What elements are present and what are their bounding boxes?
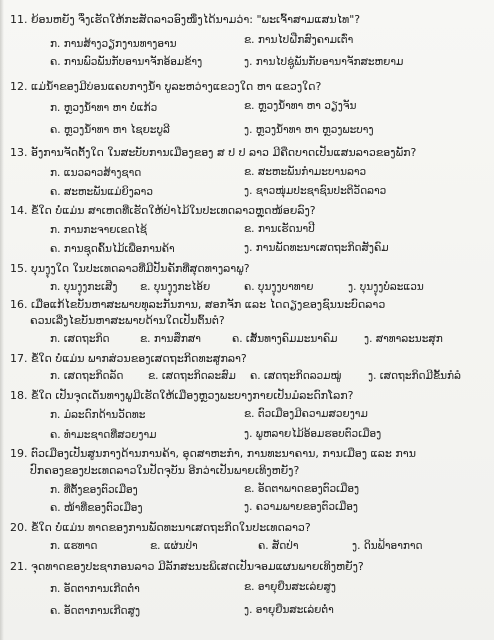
q20-option-d: ງ. ດິນຟ້າອາກາດ xyxy=(352,540,423,552)
q18-option-c: ຄ. ທໍາມະຊາດທີ່ສວຍງາມ xyxy=(50,429,157,441)
q17-option-b: ຂ. ເສດຖະກິດລະສົມ xyxy=(148,370,236,382)
question-19-cont: ປົກຄອງຂອງປະເທດລາວໃນປັດຈຸບັນ ອີກວ່າເປັນພາຍເທິງຫຍັງ? xyxy=(30,464,300,477)
q20-option-c: ຄ. ສັດປ່າ xyxy=(258,540,299,552)
q12-option-c: ຄ. ຫຼວງນໍ້າທາ ຫາ ໄຊຍະບູລີ xyxy=(50,124,170,136)
q19-option-a: ກ. ທີ່ຕັ້ງຂອງຕົວເມືອງ xyxy=(50,484,138,496)
q15-option-b: ຂ. ບຸນງຸງກະໄອ້ຍ xyxy=(140,281,211,293)
q11-option-d: ງ. ການໄປຊູ່ພັນກັບອານາຈັກສະຫຍາມ xyxy=(244,56,404,68)
q11-option-a: ກ. ການສ້າງວຽກງານທາງອານ xyxy=(50,38,177,50)
q11-option-b: ຂ. ການໄປຝືກສົງຄາມເຕົ່າ xyxy=(244,34,354,46)
q13-option-a: ກ. ແນວລາວສ້າງຊາດ xyxy=(50,167,142,179)
q15-option-a: ກ. ບຸນງຸງກະເສີງ xyxy=(50,281,118,293)
q14-option-c: ຄ. ການຊຸດຄົ້ນໄມ້ເພື່ອການຄ້າ xyxy=(50,243,175,255)
q13-option-d: ງ. ຊາວໜຸ່ມປະຊາຊົນປະຕິວັດລາວ xyxy=(244,185,387,197)
q14-option-a: ກ. ການກະຈາຍເຂດໄຊ້ xyxy=(50,224,147,236)
q15-option-c: ຄ. ບຸນງຸງບາທາຍ xyxy=(244,281,314,293)
q16-option-d: ງ. ສາທາລະນະສຸກ xyxy=(364,333,443,345)
question-18: 18. ຂໍ້ໃດ ເປັນຈຸດເດັ່ນທາງພູມີເຮັດໃຫ້ເມືອງຫຼວງພະບາງກາຍເປັນມໍລະດົກໂລກ? xyxy=(10,389,354,402)
q19-option-c: ຄ. ໜ້າທີ່ຂອງຕົວເມືອງ xyxy=(50,502,143,514)
question-16: 16. ເມື່ອແກ້ໄຂບັນຫາສະພາບທຸລະກັນການ, ສອກຈັກ ແລະ ໄດດຽງຂອງຊົນນະບົດລາວ xyxy=(10,298,386,311)
q21-option-d: ງ. ອາຍຸຍືນສະເລ່ຍຕໍ່າ xyxy=(244,604,334,616)
q11-option-c: ຄ. ການພົວພັນກັບອານາຈັກອ້ອມຂ້າງ xyxy=(50,56,203,68)
q12-option-b: ຂ. ຫຼວງນໍ້າທາ ຫາ ວຽງຈັນ xyxy=(244,100,357,112)
question-21: 21. ຈຸດທາດຂອງປະຊາກອນລາວ ມີລັກສະນະພິເສດເປັນຈອມແຜນພາຍເທິງຫຍັງ? xyxy=(10,560,364,573)
question-12: 12. ແມ່ນໍ້າຂອງມີບ່ອນແຄບກາງນໍ້າ ບູລະຫວ່າງແຂວງໃດ ຫາ ແຂວງໃດ? xyxy=(10,80,322,93)
q14-option-d: ງ. ການພັດທະນາເສດຖະກິດສັງຄົມ xyxy=(244,242,389,254)
q18-option-b: ຂ. ຕົວເມືອງມີຄວາມສວຍງາມ xyxy=(244,408,368,420)
question-20: 20. ຂໍ້ໃດ ບໍ່ແມ່ນ ທາດຂອງການພັດທະນາເສດຖະກິດໃນປະເທດລາວ? xyxy=(10,521,311,534)
q19-option-b: ຂ. ອັດຕາພາດຂອງຕົວເມືອງ xyxy=(244,483,360,495)
q12-option-d: ງ. ຫຼວງນໍ້າທາ ຫາ ຫຼວງພະບາງ xyxy=(244,124,374,136)
q20-option-a: ກ. ແຮທາດ xyxy=(50,540,98,552)
q16-option-a: ກ. ເສດຖະກິດ xyxy=(50,333,110,345)
q16-option-b: ຂ. ການສຶກສາ xyxy=(140,333,201,345)
q21-option-b: ຂ. ອາຍຸຍືນສະເລ່ຍສູງ xyxy=(244,581,336,593)
page-edge-shadow xyxy=(0,0,4,640)
q15-option-d: ງ. ບຸນງຸງບໍ່ລະແວນ xyxy=(348,281,424,293)
q16-option-c: ຄ. ເສັ້ນທາງຄົມມະນາຄົມ xyxy=(232,333,338,345)
q18-option-d: ງ. ພູຫລາຍໄມ້ອ້ອມຮອບຕົວເມືອງ xyxy=(244,428,382,440)
question-13: 13. ອັງການຈັດຕັ້ງໃດ ໃນສະບັບການເມືອງຂອງ ສ ປ ປ ລາວ ມີຄືດບາດເປັນແສນລາວຂອງພັກ? xyxy=(10,146,417,159)
question-16-cont: ຄວນເລີ່ງໄຂບັນຫາສະພາບດ້ານໃດເປັນຕົ້ນຕໍ? xyxy=(30,314,225,327)
question-19: 19. ຕົວເມືອງເປັນສູນກາງດ້ານການຄ້າ, ອຸດສາຫະກໍາ, ການທະນາຄານ, ການເມືອງ ແລະ ການ xyxy=(10,447,416,460)
question-17: 17. ຂໍ້ໃດ ບໍ່ແມ່ນ ພາກສ່ວນຂອງເສດຖະກິດທະສູກລາ? xyxy=(10,352,247,365)
question-15: 15. ບຸນງຸງໃດ ໃນປະເທດລາວທີ່ມີປັນຄັກທີ່ສຸດທາງລາພູ? xyxy=(10,262,250,275)
q14-option-b: ຂ. ການເຮັດນາປີ xyxy=(244,223,315,235)
q17-option-d: ງ. ເສດຖະກິດມີຂັ້ນກໍລໍ xyxy=(368,370,461,382)
q19-option-d: ງ. ຄວາມພາຍຂອງຕົວເມືອງ xyxy=(244,501,358,513)
q20-option-b: ຂ. ແຜ່ນປ່າ xyxy=(150,540,198,552)
q18-option-a: ກ. ມໍລະດົກດ້ານວັດທະ xyxy=(50,409,146,421)
q17-option-c: ຄ. ເສດຖະກິດລວມໝູ່ xyxy=(250,370,342,382)
q13-option-c: ຄ. ສະຫະພັນແມ່ຍິງລາວ xyxy=(50,186,153,198)
q21-option-c: ຄ. ອັດຕາການເກີດສູງ xyxy=(50,605,141,617)
q13-option-b: ຂ. ສະຫະພັນກໍາມະບານລາວ xyxy=(244,166,367,178)
q12-option-a: ກ. ຫຼວງນໍ້າທາ ຫາ ບໍ່ແກ້ວ xyxy=(50,102,158,114)
q17-option-a: ກ. ເສດຖະກິດລັດ xyxy=(50,370,124,382)
question-11: 11. ຍ້ອນຫຍັງ ຈຶ່ງເຮັດໃຫ້ກະສັດລາວອົງໜຶ່ງໄດ້ນາມວ່າ: "ພະເຈົ້າສາມແສນໄທ"? xyxy=(10,13,361,26)
q21-option-a: ກ. ອັດຕາການເກີດຕໍ່າ xyxy=(50,583,140,595)
question-14: 14. ຂໍ້ໃດ ບໍ່ແມ່ນ ສາເຫດທີ່ເຮັດໃຫ້ປ່າໄມ້ໃນປະເທດລາວຫຼຸດໜ້ອຍລົງ? xyxy=(10,204,316,217)
